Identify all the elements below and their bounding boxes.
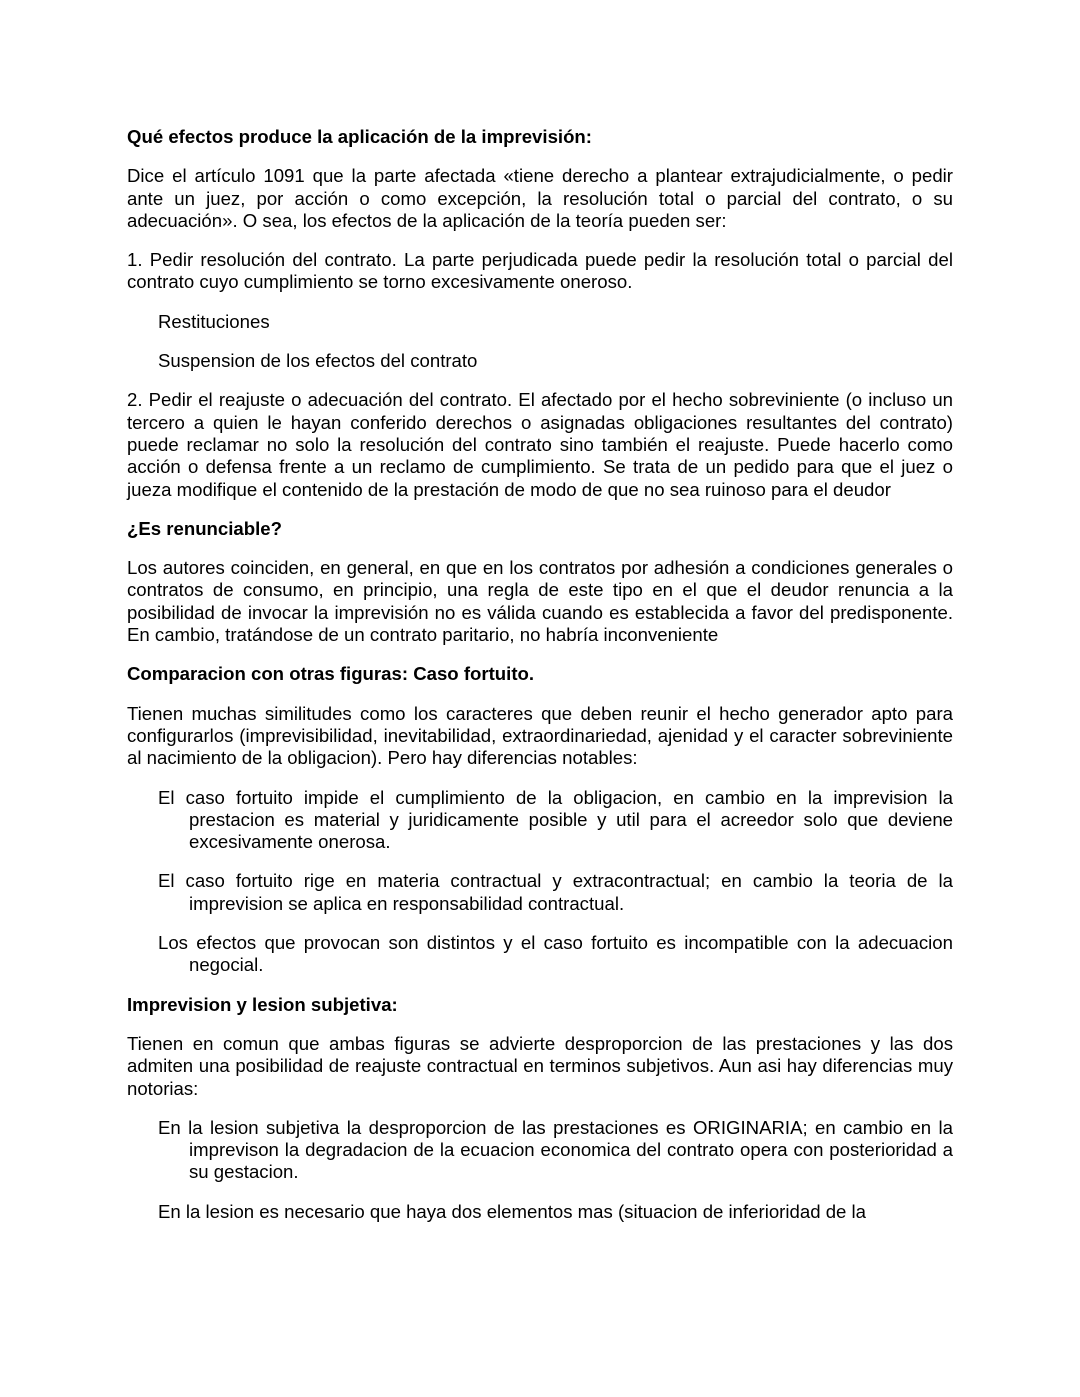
paragraph-renunciable: Los autores coinciden, en general, en que en los contratos por adhesión a condiciones generales o contratos de consumo, en principio, una regla de este tipo en el que el deudor renuncia a la posibilidad de invocar la imprevisión no es válida cuando es establecida a favor del predisponente. En cambio, tratándose de un contrato paritario, no habría inconveniente [127,557,953,646]
list-item: El caso fortuito impide el cumplimiento de la obligacion, en cambio en la imprevision la prestacion es material y juridicamente posible y util para el acreedor solo que deviene excesivamente onerosa. [158,786,953,853]
paragraph-lesion-subjetiva: Tienen en comun que ambas figuras se advierte desproporcion de las prestaciones y las dos admiten una posibilidad de reajuste contractual en terminos subjetivos. Aun asi hay diferencias muy notorias: [127,1032,953,1099]
list-item: Los efectos que provocan son distintos y el caso fortuito es incompatible con la adecuacion negocial. [158,932,953,976]
section-heading-renunciable: ¿Es renunciable? [127,517,282,539]
list-item: En la lesion subjetiva la desproporcion de las prestaciones es ORIGINARIA; en cambio en la imprevison la degradacion de la ecuacion economica del contrato opera con posterioridad a su gestacion. [158,1116,953,1183]
paragraph-item-1: 1. Pedir resolución del contrato. La parte perjudicada puede pedir la resolución total o parcial del contrato cuyo cumplimiento se torno excesivamente oneroso. [127,249,953,293]
list-item: En la lesion es necesario que haya dos elementos mas (situacion de inferioridad de la [158,1200,867,1222]
list-item: El caso fortuito rige en materia contractual y extracontractual; en cambio la teoria de la imprevision se aplica en responsabilidad contractual. [158,870,953,914]
subitem-restituciones: Restituciones [158,310,270,332]
section-heading-caso-fortuito: Comparacion con otras figuras: Caso fortuito. [127,663,535,685]
paragraph-item-2: 2. Pedir el reajuste o adecuación del contrato. El afectado por el hecho sobreviniente (o incluso un tercero a quien le hayan conferido derechos o asignadas obligaciones resultantes del contrato) puede reclamar no solo la resolución del contrato sino también el reajuste. Puede hacerlo como acción o defensa frente a un reclamo de cumplimiento. Se trata de un pedido para que el juez o jueza modifique el contenido de la prestación de modo de que no sea ruinoso para el deudor [127,389,953,500]
document-page [127,126,953,1223]
paragraph-article-1091: Dice el artículo 1091 que la parte afectada «tiene derecho a plantear extrajudicialmente, o pedir ante un juez, por acción o como excepción, la resolución total o parcial del contrato, o su adecuación». O sea, los efectos de la aplicación de la teoría pueden ser: [127,165,953,231]
subitem-suspension: Suspension de los efectos del contrato [158,350,478,372]
paragraph-caso-fortuito: Tienen muchas similitudes como los caracteres que deben reunir el hecho generador apto para configurarlos (imprevisibilidad, inevitabilidad, extraordinariedad, ajenidad y el caracter sobreviniente al nacimiento de la obligacion). Pero hay diferencias notables: [127,702,953,769]
section-heading-lesion-subjetiva: Imprevision y lesion subjetiva: [127,993,398,1015]
section-heading-effects: Qué efectos produce la aplicación de la imprevisión: [127,126,592,147]
